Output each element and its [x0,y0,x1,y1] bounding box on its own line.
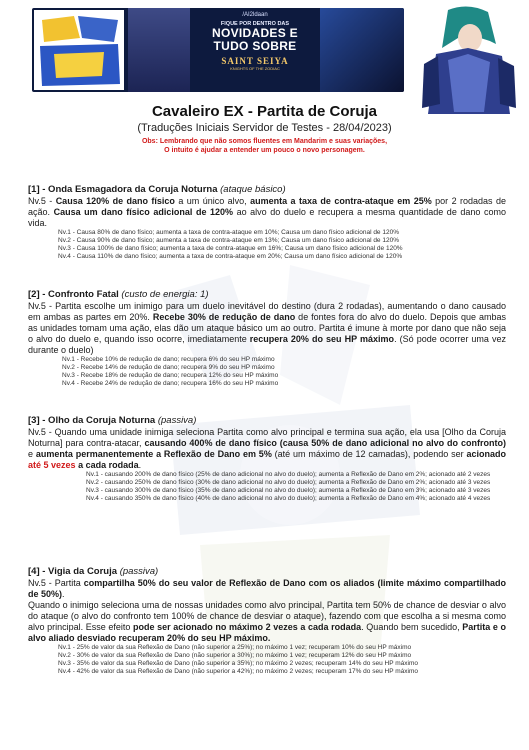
skill-3-level-1: Nv.1 - causando 200% de dano físico (25% de dano adicional no alvo do duelo); aumenta a Reflexão de Dano em 2%; acionado até 2 vezes [86,471,491,478]
skill-4-level-4: Nv.4 - 42% de valor da sua Reflexão de Dano (não superior a 42%); no máximo 2 vezes; recuperam 17% do seu HP máximo [58,668,418,675]
skill-section-2 [28,289,506,388]
skill-2-level-1: Nv.1 - Recebe 10% de redução de dano; recupera 6% do seu HP máximo [62,356,275,363]
skill-1-level-2: Nv.2 - Causa 90% de dano físico; aumenta a taxa de contra-ataque em 13%; Causa um dano físico adicional de 120% [58,237,399,244]
banner-social-handle: /AI2ldaan [242,12,268,18]
skill-3-level-4: Nv.4 - causando 350% de dano físico (40% de dano adicional no alvo do duelo); aumenta a Reflexão de Dano em 4%; acionado até 4 vezes [86,495,491,502]
skill-section-3 [28,415,506,503]
banner-tagline: FIQUE POR DENTRO DAS [220,21,290,27]
skill-4-level-3: Nv.3 - 35% de valor da sua Reflexão de Dano (não superior a 35%); no máximo 2 vezes; recuperam 14% do seu HP máximo [58,660,418,667]
skill-4-description-1: Nv.5 - Partita compartilha 50% do seu valor de Reflexão de Dano com os aliados (limite máximo compartilhado de 50%). [28,578,506,599]
disclaimer-line-1: Obs: Lembrando que não somos fluentes em Mandarim e suas variações, [141,138,388,145]
page-title: Cavaleiro EX - Partita de Coruja [151,103,378,120]
banner-headline-1: NOVIDADES E [212,26,298,40]
skill-2-level-2: Nv.2 - Recebe 14% de redução de dano; recupera 9% do seu HP máximo [62,364,275,371]
skill-3-description: Nv.5 - Quando uma unidade inimiga seleciona Partita como alvo principal e termina sua ação, ela usa [Olho da Coruja Noturna] para contra-atacar, causando 400% de dano físico (causa 50% de dano adicional no alvo do confronto) e aumenta permanentemente a Reflexão de Dano em 5% (até um máximo de 12 camadas), podendo ser acionado até 5 vezes a cada rodada. [28,427,507,470]
character-portrait-image [418,4,518,116]
banner-character-art [128,8,190,92]
skill-2-level-3: Nv.3 - Recebe 18% de redução de dano; recupera 12% do seu HP máximo [62,372,279,379]
skill-4-heading: [4] - Vigia da Coruja (passiva) [28,566,159,577]
disclaimer-note [0,137,529,155]
header-banner-image [32,8,404,92]
skill-3-heading: [3] - Olho da Coruja Noturna (passiva) [28,415,197,426]
skill-section-1 [28,184,506,261]
skill-1-description: Nv.5 - Causa 120% de dano físico a um único alvo, aumenta a taxa de contra-ataque em 25% por 2 rodadas de ação. Causa um dano físico adicional de 120% ao alvo do duelo e recupera a mesma quantidade de dano como vida. [28,196,506,228]
skill-1-heading: [1] - Onda Esmagadora da Coruja Noturna (ataque básico) [28,184,286,195]
skill-4-level-2: Nv.2 - 30% de valor da sua Reflexão de Dano (não superior a 30%); no máximo 1 vez; recuperam 12% do seu HP máximo [58,652,412,659]
skill-1-level-4: Nv.4 - Causa 110% de dano físico; aumenta a taxa de contra-ataque em 20%; Causa um dano físico adicional de 120% [58,253,403,260]
skill-3-level-3: Nv.3 - causando 300% de dano físico (35% de dano adicional no alvo do duelo); aumenta a Reflexão de Dano em 3%; acionado até 3 vezes [86,487,491,494]
skill-1-level-1: Nv.1 - Causa 80% de dano físico; aumenta a taxa de contra-ataque em 10%; Causa um dano físico adicional de 120% [58,229,399,236]
skill-4-level-1: Nv.1 - 25% de valor da sua Reflexão de Dano (não superior a 25%); no máximo 1 vez; recuperam 10% do seu HP máximo [58,644,412,651]
page-subtitle: (Traduções Iniciais Servidor de Testes - 28/04/2023) [137,122,392,134]
skill-2-level-4: Nv.4 - Recebe 24% de redução de dano; recupera 16% do seu HP máximo [62,380,279,387]
banner-headline-2: TUDO SOBRE [213,39,297,53]
skill-3-level-2: Nv.2 - causando 250% de dano físico (30% de dano adicional no alvo do duelo); aumenta a Reflexão de Dano em 2%; acionado até 3 vezes [86,479,491,486]
skill-2-description: Nv.5 - Partita escolhe um inimigo para um duelo inevitável do destino (dura 2 rodadas), aumentando o dano causado em ambas as partes em 20%. Recebe 30% de redução de dano de fontes fora do alvo do duelo. Depois que ambas as unidades tomam uma ação, elas dão um ataque básico um ao outro. Partita é imune à morte por dano que não seja o alvo do duelo e, quando isso ocorre, imediatamente recupera 20% do seu HP máximo. (Só pode ocorrer uma vez durante o duelo) [28,301,506,355]
disclaimer-line-2: O intuito é ajudar a entender um pouco o novo personagem. [164,147,365,154]
skill-2-heading: [2] - Confronto Fatal (custo de energia: 1) [28,289,209,300]
skill-4-description-2: Quando o inimigo seleciona uma de nossas unidades como alvo principal, Partita tem 50% de chance de desviar o alvo do ataque (o alvo do confronto tem 100% de chance de desviar o ataque), fazendo com que escolha a si mesma como alvo principal. Esse efeito pode ser acionado no máximo 2 vezes a cada rodada. Quando bem sucedido, Partita e o alvo aliado desviado recuperam 20% do seu HP máximo. [28,600,506,643]
banner-right-art [320,8,404,92]
banner-game-subtitle: KNIGHTS OF THE ZODIAC [230,66,280,71]
banner-game-name: SAINT SEIYA [221,56,289,66]
skill-section-4 [28,566,506,676]
ai2daan-logo-image [34,10,124,90]
skill-1-level-3: Nv.3 - Causa 100% de dano físico; aumenta a taxa de contra-ataque em 16%; Causa um dano físico adicional de 120% [58,245,403,252]
